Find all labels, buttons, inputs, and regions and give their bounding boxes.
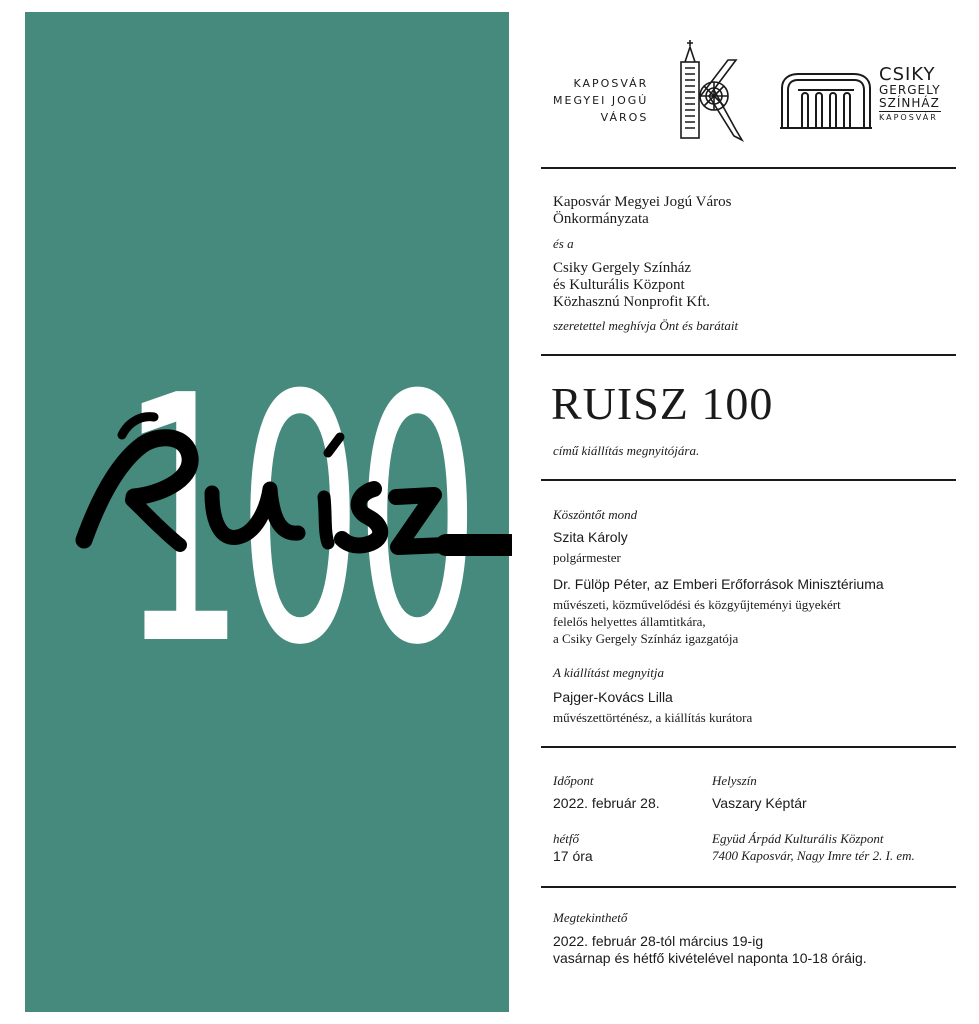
event-day: hétfő (553, 831, 579, 846)
city-logo-line2: MEGYEI JOGÚ (553, 94, 649, 107)
and-text: és a (553, 236, 574, 251)
divider-5 (541, 886, 956, 888)
org2-line2: és Kulturális Központ (553, 277, 685, 293)
viewing-label: Megtekinthető (553, 910, 628, 925)
invite-text: szeretettel meghívja Önt és barátait (553, 318, 739, 333)
greeting-label: Köszöntőt mond (553, 507, 638, 522)
city-logo-line3: VÁROS (600, 111, 649, 124)
venue-name: Vaszary Képtár (712, 795, 807, 811)
event-subtitle: című kiállítás megnyitójára. (553, 443, 700, 458)
divider-1 (541, 167, 956, 169)
kaposvar-k-tower-icon (676, 38, 748, 143)
divider-4 (541, 746, 956, 748)
speaker1-role: polgármester (553, 550, 621, 565)
theatre-logo-line1: CSIKY (879, 64, 936, 85)
speaker2-name: Dr. Fülöp Péter, az Emberi Erőforrások Minisztériuma (553, 576, 884, 592)
viewing-period: 2022. február 28-tól március 19-ig (553, 933, 764, 949)
opening-label: A kiállítást megnyitja (553, 665, 664, 680)
divider-3 (541, 479, 956, 481)
org2-line1: Csiky Gergely Színház (553, 260, 692, 276)
theatre-logo-line4: KAPOSVÁR (879, 111, 941, 124)
city-logo-line1: KAPOSVÁR (573, 77, 649, 90)
event-hour: 17 óra (553, 848, 593, 864)
speaker3-role: művészettörténész, a kiállítás kurátora (553, 710, 753, 725)
address-line2: 7400 Kaposvár, Nagy Imre tér 2. I. em. (712, 848, 915, 863)
event-title: RUISZ 100 (551, 378, 774, 429)
speaker3-name: Pajger-Kovács Lilla (553, 689, 673, 705)
speaker1-name: Szita Károly (553, 529, 628, 545)
event-date: 2022. február 28. (553, 795, 660, 811)
theatre-logo-line3: SZÍNHÁZ (879, 96, 940, 110)
address-line1: Együd Árpád Kulturális Központ (712, 831, 884, 846)
city-logo-text (553, 75, 648, 126)
theatre-logo-line2: GERGELY (879, 83, 941, 97)
place-label: Helyszín (712, 773, 757, 788)
org1-line1: Kaposvár Megyei Jogú Város (553, 194, 732, 210)
org2-line3: Közhasznú Nonprofit Kft. (553, 294, 711, 310)
theatre-facade-icon (778, 68, 874, 130)
divider-2 (541, 354, 956, 356)
org1-line2: Önkormányzata (553, 211, 649, 227)
theatre-logo-text (879, 66, 941, 124)
big-100-number: 100 (120, 324, 473, 720)
ruisz-signature-artwork (62, 405, 512, 605)
speaker2-role-line1: művészeti, közművelődési és közgyűjteményi ügyekért (553, 597, 841, 612)
speaker2-role-line3: a Csiky Gergely Színház igazgatója (553, 631, 739, 646)
speaker2-role-line2: felelős helyettes államtitkára, (553, 614, 706, 629)
viewing-hours: vasárnap és hétfő kivételével naponta 10-18 óráig. (553, 950, 867, 966)
time-label: Időpont (553, 773, 594, 788)
